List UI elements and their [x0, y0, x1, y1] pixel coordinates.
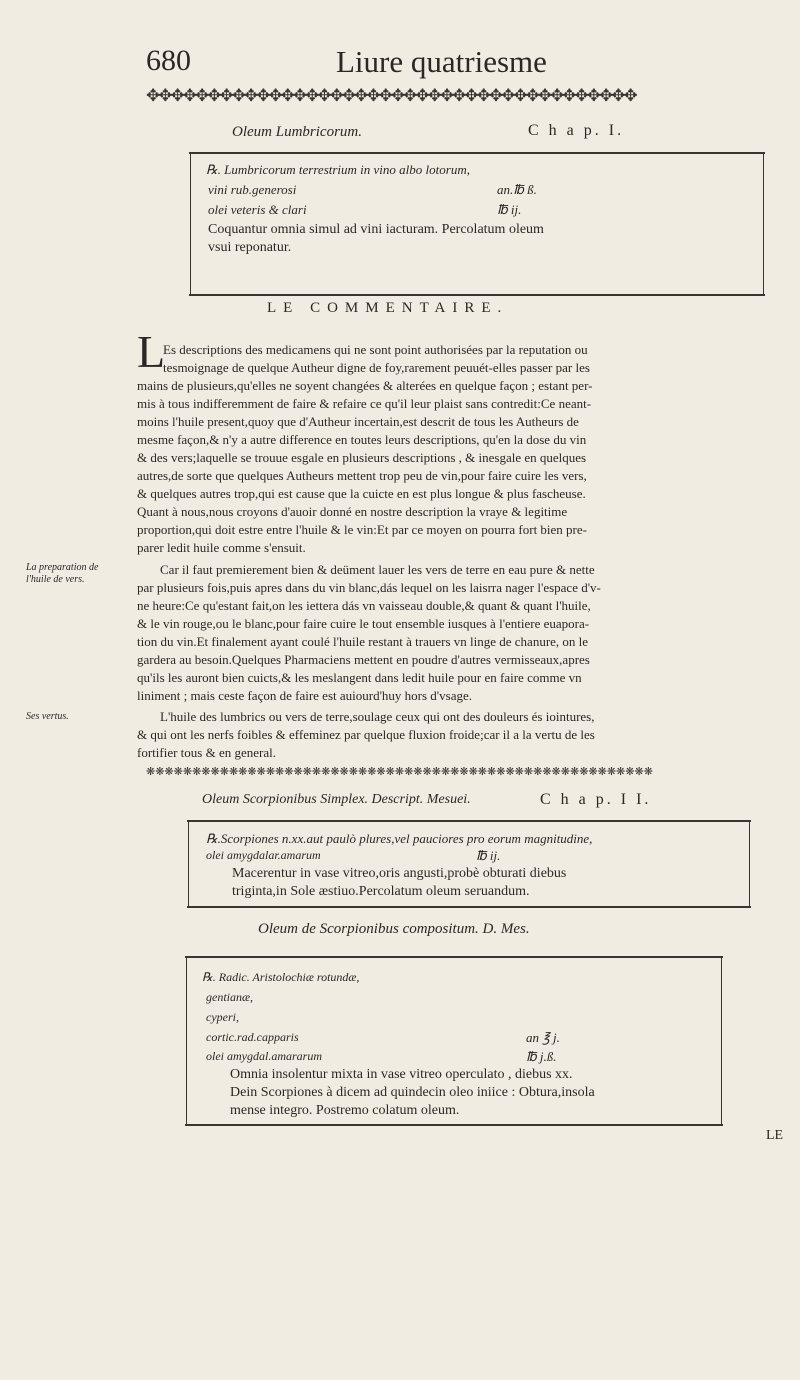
text-line: gardera au besoin.Quelques Pharmaciens mettent en poudre d'autres vermisseaux,apres	[137, 652, 590, 667]
section-divider-ornament: ❋❋❋❋❋❋❋❋❋❋❋❋❋❋❋❋❋❋❋❋❋❋❋❋❋❋❋❋❋❋❋❋❋❋❋❋❋❋❋❋❋❋❋❋❋❋❋❋❋❋❋❋❋❋❋	[146, 765, 653, 778]
recipe-line: olei veteris & clari	[208, 202, 307, 217]
text-line: mains de plusieurs,qu'elles ne soyent changées & alterées en quelque façon ; estant per-	[137, 378, 593, 393]
recipe-line: ℞. Lumbricorum terrestrium in vino albo lotorum,	[206, 162, 470, 177]
text-line: Car il faut premierement bien & deüment lauer les vers de terre en eau pure & nette	[160, 562, 595, 577]
text-line: mesme façon,& n'y a autre difference en toutes leurs descriptions, qu'en la dose du vin	[137, 432, 587, 447]
header-ornament: ✥✥✥✥✥✥✥✥✥✥✥✥✥✥✥✥✥✥✥✥✥✥✥✥✥✥✥✥✥✥✥✥✥✥✥✥✥✥✥✥	[146, 86, 636, 104]
recipe-quantity: ℔ ij.	[497, 202, 522, 217]
recipe-line: vini rub.generosi	[208, 182, 297, 197]
text-line: & le vin rouge,ou le blanc,pour faire cuire le tout ensemble iusques à l'entiere euapora-	[137, 616, 590, 631]
text-line: fortifier tous & en general.	[137, 745, 276, 760]
text-line: & quelques autres trop,qui est cause que la cuicte en est plus longue & plus fascheuse.	[137, 486, 586, 501]
recipe-line: olei amygdalar.amarum	[206, 848, 321, 862]
text-line: L'huile des lumbrics ou vers de terre,soulage ceux qui ont des douleurs és iointures,	[160, 709, 595, 724]
text-line: ne heure:Ce qu'estant fait,on les iettera dás vn vaisseau double,& quant & quant l'huile,	[137, 598, 591, 613]
section3-title-text: Oleum de Scorpionibus compositum. D. Mes.	[258, 921, 530, 937]
recipe-line: triginta,in Sole æstiuo.Percolatum oleum seruandum.	[232, 884, 530, 899]
recipe-line: Coquantur omnia simul ad vini iacturam. Percolatum oleum	[208, 222, 544, 237]
section2-chap	[540, 791, 651, 809]
section2-title-text: Oleum Scorpionibus Simplex. Descript. Mesuei.	[202, 792, 471, 807]
text-line: mis à tous indifferemment de faire & refaire ce qu'il leur plaist sans contredit:Ce neant-	[137, 396, 592, 411]
recipe-quantity: ℔ j.ß.	[526, 1049, 557, 1064]
commentary-heading: LE COMMENTAIRE.	[267, 300, 509, 316]
text-line: par plusieurs fois,puis apres dans du vin blanc,dás lequel on les laisrra nager l'espace d'v-	[137, 580, 601, 595]
recipe-line: olei amygdal.amararum	[206, 1049, 322, 1063]
text-line: Es descriptions des medicamens qui ne sont point authorisées par la reputation ou	[163, 342, 588, 357]
text-line: & qui ont les nerfs foibles & effeminez par quelque fluxion froide;car il a la vertu de les	[137, 727, 595, 742]
section1-chap-text: C h a p. I.	[528, 122, 625, 139]
recipe-line: Omnia insolentur mixta in vase vitreo operculato , diebus xx.	[230, 1067, 573, 1082]
section2-title	[202, 792, 471, 808]
running-title: Liure quatriesme	[336, 44, 547, 79]
recipe-line: cortic.rad.capparis	[206, 1030, 299, 1044]
recipe-line: ℞. Radic. Aristolochiæ rotundæ,	[202, 970, 360, 984]
recipe-line: Dein Scorpiones à dicem ad quindecin oleo iniice : Obtura,insola	[230, 1085, 595, 1100]
catchword: LE	[766, 1128, 784, 1143]
margin-note-vertus: Ses vertus.	[26, 711, 69, 722]
text-line: Quant à nous,nous croyons d'auoir donné en nostre description la vraye & legitime	[137, 504, 568, 519]
page-number: 680	[146, 44, 191, 77]
recipe-quantity: an ℥ j.	[526, 1030, 560, 1045]
text-line: parer ledit huile comme s'ensuit.	[137, 540, 306, 555]
text-line: moins l'huile present,quoy que d'Autheur incertain,est descrit de tous les Autheurs de	[137, 414, 579, 429]
section2-chap-text: C h a p. I I.	[540, 791, 652, 808]
recipe-line: ℞.Scorpiones n.xx.aut paulò plures,vel pauciores pro eorum magnitudine,	[206, 831, 593, 846]
recipe-line: Macerentur in vase vitreo,oris angusti,probè obturati diebus	[232, 866, 567, 881]
text-line: tion du vin.Et finalement ayant coulé l'huile restant à trauers vn linge de chanure, on le	[137, 634, 589, 649]
text-line: proportion,qui doit estre entre l'huile & le vin:Et par ce moyen on pourra fort bien pre-	[137, 522, 587, 537]
recipe-line: vsui reponatur.	[208, 240, 292, 255]
text-line: tesmoignage de quelque Autheur digne de foy,rarement peuuét-elles passer par les	[163, 360, 590, 375]
margin-note-preparation: La preparation de l'huile de vers.	[26, 562, 99, 585]
text-line: autres,de sorte que quelques Autheurs mettent trop peu de vin,pour faire cuire les vers,	[137, 468, 587, 483]
section1-chap	[528, 122, 624, 140]
recipe-line: gentianæ,	[206, 990, 253, 1004]
text-line: & des vers;laquelle se trouue esgale en plusieurs descriptions , & inesgale en quelques	[137, 450, 587, 465]
recipe-line: mense integro. Postremo colatum oleum.	[230, 1103, 460, 1118]
section3-title	[258, 921, 530, 938]
text-line: qu'ils les auront bien cuicts,& les meslangent dans ledit huile pour en faire comme vn	[137, 670, 582, 685]
section1-title	[232, 124, 362, 141]
recipe-line: cyperi,	[206, 1010, 239, 1024]
section1-title-text: Oleum Lumbricorum.	[232, 124, 362, 140]
recipe-quantity: an.℔ ß.	[497, 182, 537, 197]
drop-cap: L	[137, 326, 166, 377]
text-line: liniment ; mais ceste façon de faire est auiourd'huy hors d'vsage.	[137, 688, 472, 703]
recipe-quantity: ℔ ij.	[476, 848, 501, 863]
